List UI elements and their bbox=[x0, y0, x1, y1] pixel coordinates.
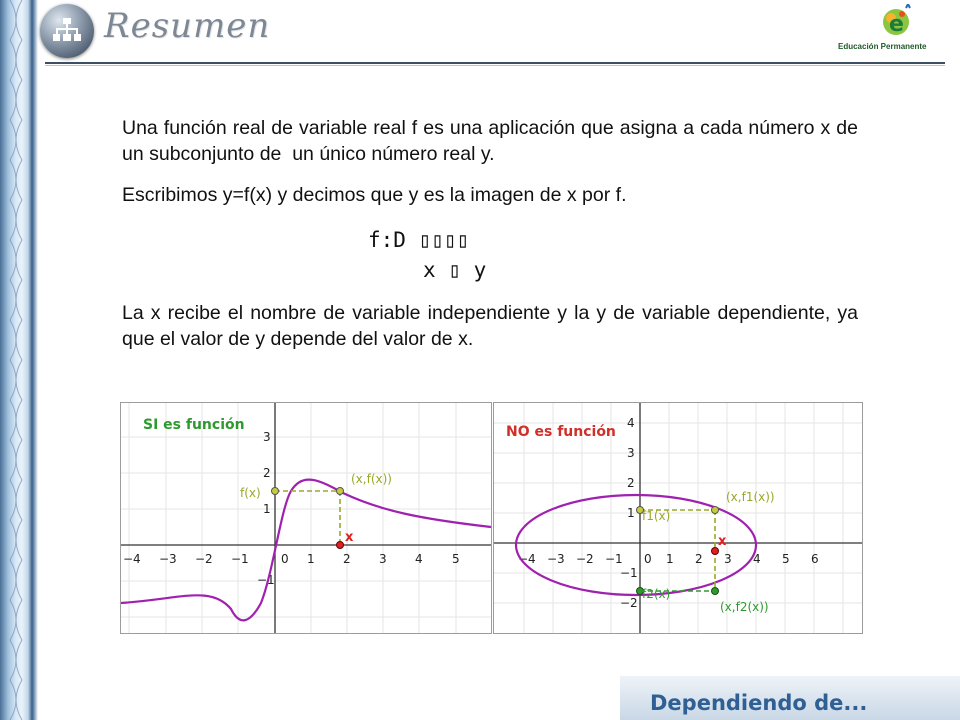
fx-label: f(x) bbox=[240, 486, 261, 500]
xy-point bbox=[337, 488, 344, 495]
x-tick: 5 bbox=[452, 552, 460, 566]
x-tick: 5 bbox=[782, 552, 790, 566]
x-tick: 2 bbox=[343, 552, 351, 566]
mapping-domain: f:D bbox=[368, 228, 406, 252]
graph-function bbox=[120, 402, 492, 634]
x-tick: −4 bbox=[123, 552, 141, 566]
x-tick: 0 bbox=[644, 552, 652, 566]
graph-right-label: NO es función bbox=[506, 424, 616, 440]
next-slide-link[interactable]: Dependiendo de... bbox=[650, 691, 868, 715]
graph-left-label: SI es función bbox=[143, 417, 245, 433]
f2-label: f2(x) bbox=[642, 587, 671, 601]
y-tick: 2 bbox=[627, 476, 635, 490]
x-tick: −1 bbox=[605, 552, 623, 566]
missing-glyph: ▯ bbox=[418, 228, 432, 252]
left-decorative-border bbox=[0, 0, 38, 720]
graph-not-function bbox=[493, 402, 863, 634]
missing-glyph: ▯ bbox=[431, 228, 444, 252]
x-tick: 3 bbox=[379, 552, 387, 566]
x-label: x bbox=[718, 534, 727, 549]
function-curve bbox=[121, 480, 491, 621]
y-tick: −2 bbox=[620, 596, 638, 610]
mapping-x: x bbox=[423, 258, 436, 282]
svg-text:e: e bbox=[889, 12, 904, 37]
y-tick: 2 bbox=[263, 466, 271, 480]
x-point bbox=[337, 542, 344, 549]
x-tick: 3 bbox=[724, 552, 732, 566]
x-tick: −3 bbox=[547, 552, 565, 566]
not-function-graph-svg bbox=[494, 403, 862, 633]
x-tick: 0 bbox=[281, 552, 289, 566]
y-tick: 3 bbox=[627, 446, 635, 460]
definition-paragraph: Una función real de variable real f es una aplicación que asigna a cada número x de un subconjunto de un único número real y. bbox=[122, 117, 858, 165]
sitemap-badge bbox=[40, 4, 94, 58]
x-tick: 1 bbox=[307, 552, 315, 566]
sitemap-icon bbox=[53, 18, 81, 44]
missing-glyph: ▯ bbox=[448, 258, 461, 282]
header-divider bbox=[45, 62, 945, 64]
y-tick: −1 bbox=[257, 573, 275, 587]
f1-label: f1(x) bbox=[642, 509, 671, 523]
variables-paragraph: La x recibe el nombre de variable independiente y la y de variable dependiente, ya que el valor de y depende del valor de x. bbox=[122, 302, 858, 350]
x-tick: −4 bbox=[518, 552, 536, 566]
y-tick: −1 bbox=[620, 566, 638, 580]
header-divider-light bbox=[45, 65, 945, 66]
function-graph-svg bbox=[121, 403, 491, 633]
p1-label: (x,f1(x)) bbox=[726, 490, 775, 504]
x-tick: −2 bbox=[576, 552, 594, 566]
y-tick: 4 bbox=[627, 416, 635, 430]
y-tick: 1 bbox=[263, 502, 271, 516]
notation-paragraph: Escribimos y=f(x) y decimos que y es la imagen de x por f. bbox=[122, 184, 627, 206]
element-mapping-line bbox=[423, 258, 486, 282]
f2-point bbox=[712, 588, 719, 595]
missing-glyph: ▯ bbox=[456, 228, 470, 252]
x-tick: −1 bbox=[231, 552, 249, 566]
f1-point bbox=[712, 507, 719, 514]
x-tick: −3 bbox=[159, 552, 177, 566]
left-x-ticks bbox=[123, 552, 460, 566]
x-tick: 1 bbox=[666, 552, 674, 566]
x-tick: 4 bbox=[415, 552, 423, 566]
logo-caption: Educación Permanente bbox=[838, 42, 927, 51]
right-x-ticks bbox=[518, 552, 819, 566]
point-label: (x,f(x)) bbox=[351, 472, 392, 486]
x-tick: 6 bbox=[811, 552, 819, 566]
page-title: Resumen bbox=[104, 6, 271, 46]
mapping-y: y bbox=[473, 258, 487, 282]
x-tick: 2 bbox=[695, 552, 703, 566]
y-tick: 3 bbox=[263, 430, 271, 444]
missing-glyph: ▯ bbox=[443, 228, 457, 252]
fx-point bbox=[272, 488, 279, 495]
border-pattern-icon bbox=[0, 0, 38, 720]
x-tick: 4 bbox=[753, 552, 761, 566]
y-tick: 1 bbox=[627, 506, 635, 520]
function-mapping-line bbox=[368, 228, 469, 252]
x-tick: −2 bbox=[195, 552, 213, 566]
x-label: x bbox=[345, 530, 354, 545]
educacion-permanente-logo bbox=[836, 4, 948, 64]
p2-label: (x,f2(x)) bbox=[720, 600, 769, 614]
